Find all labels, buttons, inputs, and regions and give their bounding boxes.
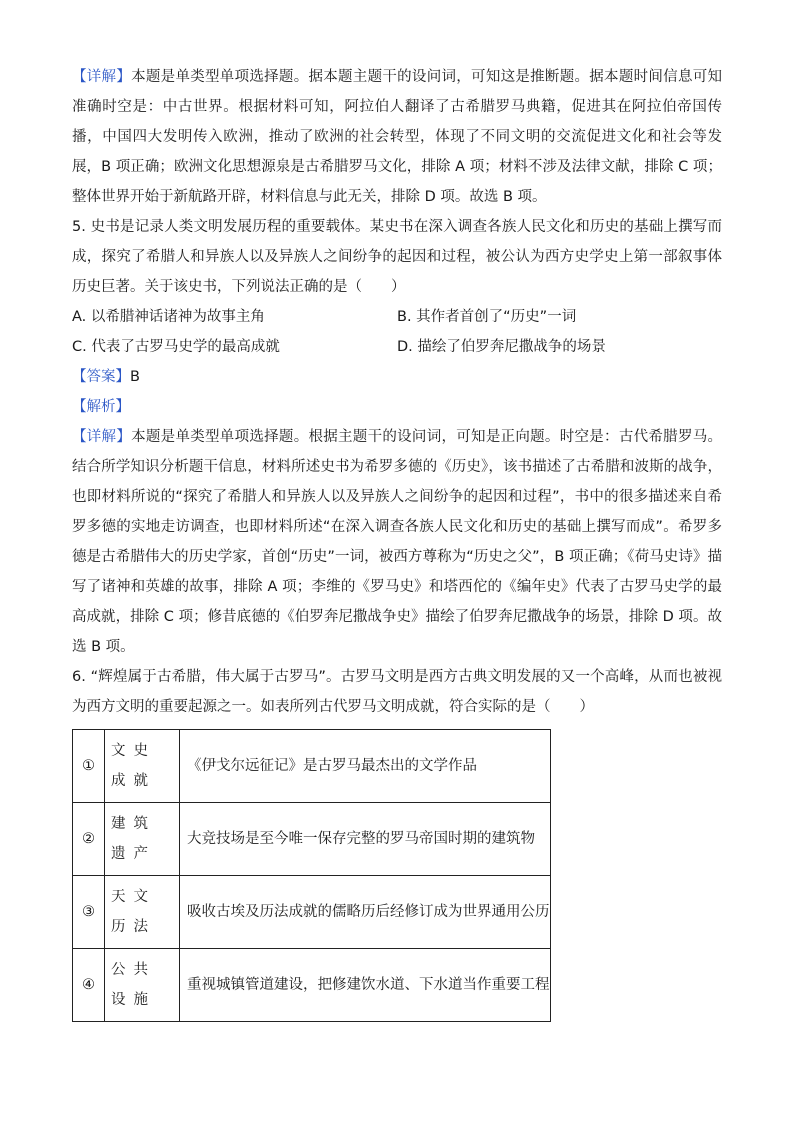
q5-option-b: B. 其作者首创了“历史”一词 xyxy=(397,309,577,325)
q5-analysis-line xyxy=(72,392,722,422)
detail-tag: 【详解】 xyxy=(72,69,132,85)
q5-option-c: C. 代表了古罗马史学的最高成就 xyxy=(72,339,280,355)
table-row xyxy=(73,876,551,949)
q5-answer: B xyxy=(130,369,140,385)
answer-tag: 【答案】 xyxy=(72,369,130,385)
q5-detail-paragraph xyxy=(72,422,722,662)
analysis-tag: 【解析】 xyxy=(72,399,130,415)
row-description: 《伊戈尔远征记》是古罗马最杰出的文学作品 xyxy=(180,730,551,803)
q5-option-d: D. 描绘了伯罗奔尼撒战争的场景 xyxy=(397,339,606,355)
row-description: 重视城镇管道建设，把修建饮水道、下水道当作重要工程 xyxy=(180,949,551,1022)
row-category: 天文历法 xyxy=(105,876,180,949)
detail-tag: 【详解】 xyxy=(72,429,132,445)
q5-option-a: A. 以希腊神话诸神为故事主角 xyxy=(72,309,265,325)
q5-answer-line xyxy=(72,362,722,392)
row-category: 文史成就 xyxy=(105,730,180,803)
q6-table xyxy=(72,729,551,1022)
q5-options xyxy=(72,302,722,362)
document-page xyxy=(72,62,722,1022)
row-description: 大竞技场是至今唯一保存完整的罗马帝国时期的建筑物 xyxy=(180,803,551,876)
row-number: ④ xyxy=(73,949,105,1022)
row-category: 建筑遗产 xyxy=(105,803,180,876)
row-category: 公共设施 xyxy=(105,949,180,1022)
row-description: 吸收古埃及历法成就的儒略历后经修订成为世界通用公历 xyxy=(180,876,551,949)
row-number: ② xyxy=(73,803,105,876)
table-row xyxy=(73,803,551,876)
q5-detail-text: 本题是单类型单项选择题。根据主题干的设问词，可知是正向题。时空是：古代希腊罗马。结合所学知识分析题干信息，材料所述史书为希罗多德的《历史》，该书描述了古希腊和波斯的战争，也即材料所说的“探究了希腊人和异族人以及异族人之间纷争的起因和过程”，书中的很多描述来自希罗多德的实地走访调查，也即材料所述“在深入调查各族人民文化和历史的基础上撰写而成”。希罗多德是古希腊伟大的历史学家，首创“历史”一词，被西方尊称为“历史之父”，B 项正确；《荷马史诗》描写了诸神和英雄的故事，排除 A 项；李维的《罗马史》和塔西佗的《编年史》代表了古罗马史学的最高成就，排除 C 项；修昔底德的《伯罗奔尼撒战争史》描绘了伯罗奔尼撒战争的场景，排除 D 项。故选 B 项。 xyxy=(72,429,723,655)
q4-detail-paragraph xyxy=(72,62,722,212)
q6-stem: 6. “辉煌属于古希腊，伟大属于古罗马”。古罗马文明是西方古典文明发展的又一个高峰，从而也被视为西方文明的重要起源之一。如表所列古代罗马文明成就，符合实际的是（ ） xyxy=(72,669,722,715)
q5-stem: 5. 史书是记录人类文明发展历程的重要载体。某史书在深入调查各族人民文化和历史的基础上撰写而成，探究了希腊人和异族人以及异族人之间纷争的起因和过程，被公认为西方史学史上第一部叙事体历史巨著。关于该史书，下列说法正确的是（ ） xyxy=(72,219,722,295)
table-row xyxy=(73,949,551,1022)
row-number: ③ xyxy=(73,876,105,949)
q4-detail-text: 本题是单类型单项选择题。据本题主题干的设问词，可知这是推断题。据本题时间信息可知准确时空是：中古世界。根据材料可知，阿拉伯人翻译了古希腊罗马典籍，促进其在阿拉伯帝国传播，中国四大发明传入欧洲，推动了欧洲的社会转型，体现了不同文明的交流促进文化和社会等发展，B 项正确；欧洲文化思想源泉是古希腊罗马文化，排除 A 项；材料不涉及法律文献，排除 C 项；整体世界开始于新航路开辟，材料信息与此无关，排除 D 项。故选 B 项。 xyxy=(72,69,723,205)
row-number: ① xyxy=(73,730,105,803)
table-row xyxy=(73,730,551,803)
